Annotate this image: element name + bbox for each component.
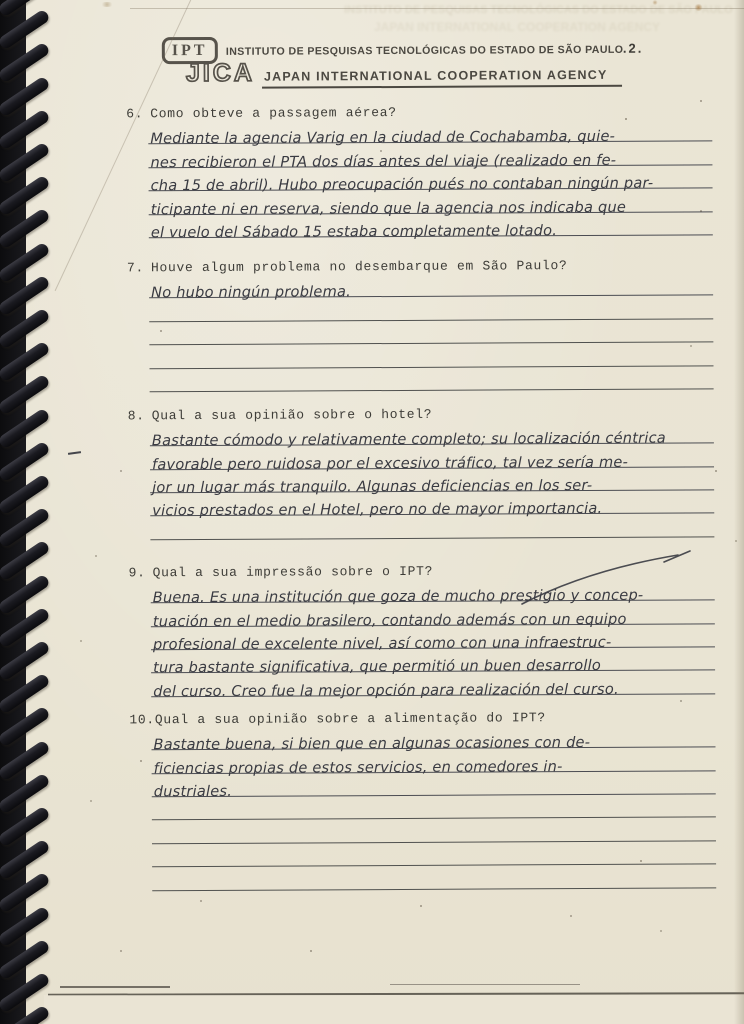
bottom-edge-mark	[390, 984, 580, 985]
spiral-binding	[0, 0, 60, 1024]
handwritten-text: Buena. Es una institución que goza de mucho prestigio y concep-	[152, 586, 644, 607]
page-number: .2.	[622, 40, 644, 56]
page-header	[126, 34, 712, 97]
question-text: Como obteve a passagem aérea?	[150, 104, 397, 122]
answer-line	[150, 444, 714, 473]
question-number: 7.	[126, 260, 145, 276]
answer-line	[152, 771, 716, 801]
answer-line	[152, 748, 716, 777]
handwritten-text: jor un lugar más tranquilo. Algunas deficiencias en los ser-	[152, 477, 593, 497]
blank-answer-line	[152, 818, 716, 844]
handwritten-text: el vuelo del Sábado 15 estaba completamente lotado.	[150, 222, 558, 242]
handwritten-text: cha 15 de abril). Hubo preocupación pués no contaban ningún par-	[150, 174, 654, 195]
handwritten-text: favorable pero ruidosa por el excesivo tráfico, tal vez sería me-	[151, 453, 629, 473]
paper-stain	[694, 4, 703, 11]
handwritten-text: dustriales.	[153, 782, 233, 801]
question-number: 9.	[128, 565, 146, 581]
bottom-edge-mark	[60, 986, 170, 988]
answer-line	[149, 272, 713, 302]
answer-line	[150, 420, 714, 450]
answer-line	[151, 647, 715, 677]
handwritten-text: profesional de excelente nivel, así como con una infraestruc-	[152, 633, 612, 654]
paper-stain	[652, 0, 658, 5]
question-number: 8.	[127, 408, 145, 424]
paper-stain	[100, 2, 114, 7]
answer-line	[150, 467, 714, 497]
handwritten-text: tura bastante significativa, que permitió un buen desarrollo	[153, 657, 602, 677]
blank-answer-line	[149, 296, 713, 322]
answer-line	[148, 165, 712, 195]
blank-answer-line	[152, 841, 716, 867]
page-content	[42, 34, 744, 891]
question-text: Houve algum problema no desembarque em São Paulo?	[150, 258, 568, 276]
answer-line	[151, 724, 715, 754]
question-block	[129, 709, 716, 891]
question-number: 6.	[126, 106, 144, 122]
answer-line	[149, 189, 713, 218]
questionnaire-sheet	[44, 0, 744, 1024]
agency-title: JAPAN INTERNATIONAL COOPERATION AGENCY	[262, 68, 622, 89]
answer-area	[151, 724, 716, 891]
blank-answer-line	[149, 319, 713, 345]
photocopy-specks	[625, 118, 627, 120]
handwritten-text: Bastante cómodo y relativamente completo; su localización céntrica	[151, 429, 666, 450]
question-block	[126, 103, 713, 242]
answer-area	[150, 420, 715, 540]
top-page-edge	[130, 8, 744, 9]
answer-area	[148, 118, 713, 242]
handwritten-text: ficiencias propias de estos servicios, en comedores in-	[153, 757, 563, 777]
right-edge-shadow	[734, 0, 744, 1024]
handwritten-text: nes recibieron el PTA dos días antes del viaje (realizado en fe-	[150, 151, 617, 172]
blank-answer-line	[150, 514, 714, 540]
question-text: Qual a sua opinião sobre a alimentação do IPT?	[154, 710, 546, 728]
answer-line	[150, 490, 714, 520]
blank-answer-line	[152, 794, 716, 820]
answer-line	[148, 142, 712, 172]
handwritten-text: Mediante la agencia Varig en la ciudad de Cochabamba, quie-	[150, 128, 616, 148]
question-text: Qual a sua opinião sobre o hotel?	[151, 406, 433, 424]
bleedthrough-text: JAPAN INTERNATIONAL COOPERATION AGENCY	[374, 20, 661, 34]
jica-logo: JICA	[185, 58, 255, 88]
handwritten-text: ticipante ni en reserva, siendo que la agencia nos indicaba que	[150, 198, 627, 218]
handwritten-text: vicios prestados en el Hotel, pero no de mayor importancia.	[152, 500, 603, 520]
answer-area	[149, 272, 714, 392]
handwritten-text: tuación en el medio brasilero, contando además con un equipo	[152, 610, 627, 630]
pen-flourish	[518, 546, 703, 608]
blank-answer-line	[149, 342, 713, 368]
question-text: Qual a sua impressão sobre o IPT?	[152, 563, 434, 581]
blank-answer-line	[152, 864, 716, 890]
question-block	[128, 405, 715, 540]
underlying-page	[44, 995, 744, 1024]
institute-title: INSTITUTO DE PESQUISAS TECNOLÓGICAS DO ESTADO DE SÃO PAULO	[225, 43, 624, 58]
answer-line	[151, 671, 715, 701]
answer-line	[148, 118, 712, 148]
bleedthrough-text: INSTITUTO DE PESQUISAS TECNOLÓGICAS DO ESTADO DE SÃO PAULO	[344, 4, 733, 16]
handwritten-text: Bastante buena, si bien que en algunas ocasiones con de-	[153, 734, 591, 754]
blank-answer-line	[150, 366, 714, 392]
handwritten-text: del curso. Creo fue la mejor opción para realización del curso.	[153, 680, 619, 701]
answer-line	[149, 212, 713, 242]
question-number: 10.	[129, 712, 155, 728]
question-block	[127, 257, 714, 392]
ipt-logo: IPT	[162, 37, 218, 64]
answer-line	[151, 624, 715, 654]
handwritten-text: No hubo ningún problema.	[151, 283, 352, 302]
questions-list	[126, 103, 716, 891]
